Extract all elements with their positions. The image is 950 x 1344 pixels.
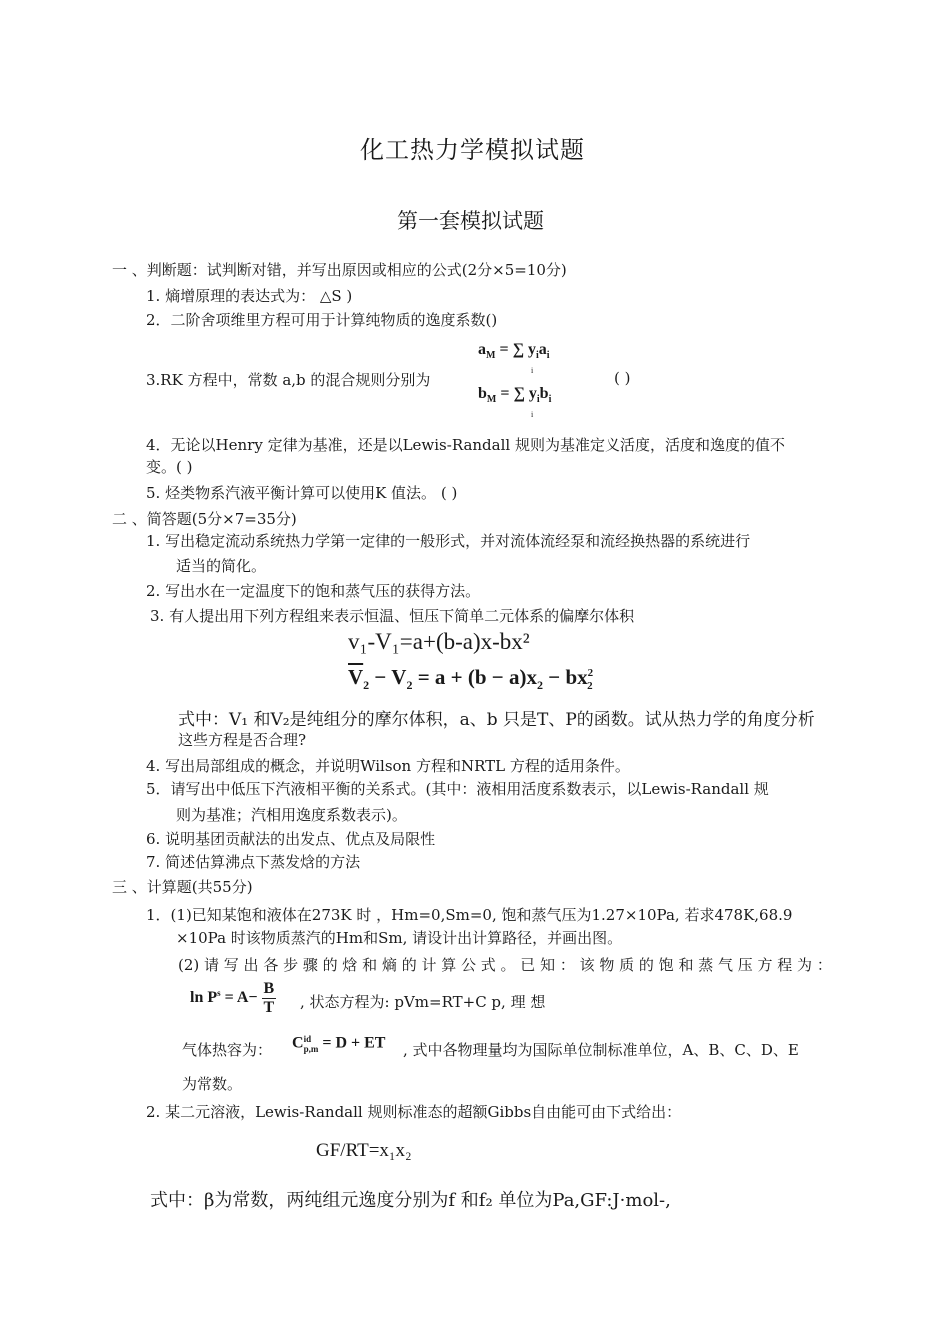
question-2-7: 7. 简述估算沸点下蒸发焓的方法 xyxy=(146,853,361,871)
question-2-5-line2: 则为基准；汽相用逸度系数表示)。 xyxy=(176,806,407,824)
vapor-pressure-equation: $\ln P^s = A-$ $\frac{B}{T}$ xyxy=(190,980,275,1016)
question-1-3: 3.RK 方程中，常数 a,b 的混合规则分别为 xyxy=(146,371,431,389)
question-3-2-note: 式中：β为常数，两纯组元逸度分别为f 和f₂ 单位为Pa,GF:J·mol-, xyxy=(150,1190,671,1211)
question-1-5: 5. 烃类物系汽液平衡计算可以使用K 值法。 ( ) xyxy=(146,484,458,502)
heat-capacity-label: 气体热容为： xyxy=(182,1041,273,1059)
question-2-2: 2. 写出水在一定温度下的饱和蒸气压的获得方法。 xyxy=(146,582,481,600)
equation-partial-molar-2: $\overline{V}_2 - V_2 = a + (b - a)x_2 - bx^2_2$ xyxy=(348,665,594,693)
question-2-3-note-line1: 式中：V₁ 和V₂是纯组分的摩尔体积，a、b 只是T、P的函数。试从热力学的角度分析 xyxy=(178,710,815,730)
section-heading-3: 三 、计算题(共55分) xyxy=(112,878,253,896)
sum-index-a: i xyxy=(531,366,534,375)
question-1-4-line1: 4．无论以Henry 定律为基准，还是以Lewis-Randall 规则为基准定义活度，活度和逸度的值不 xyxy=(146,436,785,454)
question-2-1-line2: 适当的简化。 xyxy=(176,557,267,575)
question-1-2: 2．二阶舍项维里方程可用于计算纯物质的逸度系数() xyxy=(146,311,498,329)
mixing-rule-a: $a_M$ = ∑ $y_ia_i$ xyxy=(478,341,550,362)
question-1-4-line2: 变。( ) xyxy=(146,458,193,476)
question-2-3-note-line2: 这些方程是否合理? xyxy=(178,731,307,749)
constants-note: 为常数。 xyxy=(182,1075,243,1093)
question-3-1-line1: 1．(1)已知某饱和液体在273K 时 ，Hm=0,Sm=0, 饱和蒸气压为1.27×10Pa, 若求478K,68.9 xyxy=(146,906,793,924)
excess-gibbs-equation: GF/RT=x₁x₂ xyxy=(316,1140,412,1161)
mixing-rule-b: $b_M$ = ∑ $y_ib_i$ xyxy=(478,385,552,406)
question-2-4: 4. 写出局部组成的概念，并说明Wilson 方程和NRTL 方程的适用条件。 xyxy=(146,757,630,775)
question-2-3: 3. 有人提出用下列方程组来表示恒温、恒压下简单二元体系的偏摩尔体积 xyxy=(150,607,635,625)
sum-index-b: i xyxy=(531,410,534,419)
heat-capacity-equation: C id p,m = D + ET xyxy=(292,1034,386,1054)
page-subtitle: 第一套模拟试题 xyxy=(397,209,544,233)
state-equation-text: , 状态方程为: pVm=RT+C p, 理 想 xyxy=(300,993,546,1011)
question-3-1-part2: (2) 请 写 出 各 步 骤 的 焓 和 熵 的 计 算 公 式 。 已 知 ： 该 物 质 的 饱 和 蒸 气 压 方 程 为 ： xyxy=(178,956,832,974)
section-heading-1: 一 、判断题：试判断对错，并写出原因或相应的公式(2分×5=10分) xyxy=(112,261,567,279)
question-3-2: 2. 某二元溶液，Lewis-Randall 规则标准态的超额Gibbs自由能可由下式给出： xyxy=(146,1103,682,1121)
question-3-1-line2: ×10Pa 时该物质蒸汽的Hm和Sm, 请设计出计算路径，并画出图。 xyxy=(176,929,623,947)
answer-paren-1-3: ( ) xyxy=(614,369,631,387)
section-heading-2: 二 、简答题(5分×7=35分) xyxy=(112,510,297,528)
question-2-6: 6. 说明基团贡献法的出发点、优点及局限性 xyxy=(146,830,436,848)
question-1-1: 1. 熵增原理的表达式为： △S ) xyxy=(146,287,353,305)
heat-capacity-description: , 式中各物理量均为国际单位制标准单位，A、B、C、D、E xyxy=(403,1041,799,1059)
question-2-1-line1: 1. 写出稳定流动系统热力学第一定律的一般形式，并对流体流经泵和流经换热器的系统进行 xyxy=(146,532,751,550)
equation-partial-molar-1: v₁-V₁=a+(b-a)x-bx² xyxy=(348,629,530,654)
question-2-5-line1: 5．请写出中低压下汽液相平衡的关系式。(其中：液相用活度系数表示，以Lewis-Randall 规 xyxy=(146,780,769,798)
page-title: 化工热力学模拟试题 xyxy=(360,136,585,164)
